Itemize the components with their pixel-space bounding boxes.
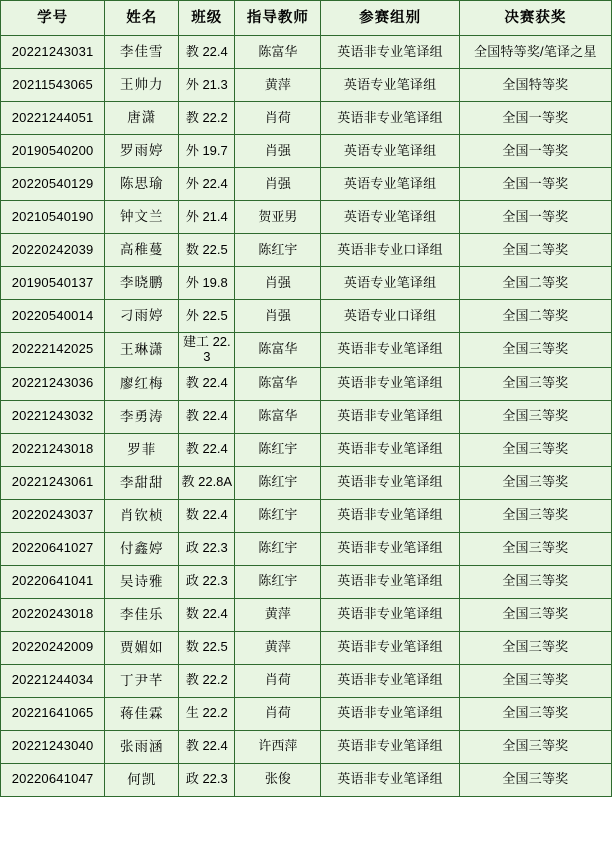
cell-category: 英语非专业笔译组 (321, 400, 459, 433)
cell-class: 数 22.4 (179, 499, 235, 532)
cell-advisor: 肖强 (235, 267, 321, 300)
cell-advisor: 黄萍 (235, 631, 321, 664)
cell-name: 丁尹芊 (105, 664, 179, 697)
cell-name: 蒋佳霖 (105, 697, 179, 730)
cell-student-id: 20211543065 (1, 69, 105, 102)
cell-class: 教 22.8A (179, 466, 235, 499)
cell-award: 全国三等奖 (459, 565, 611, 598)
cell-student-id: 20220242009 (1, 631, 105, 664)
cell-advisor: 肖荷 (235, 697, 321, 730)
cell-category: 英语专业口译组 (321, 300, 459, 333)
cell-advisor: 陈红宇 (235, 532, 321, 565)
cell-category: 英语非专业笔译组 (321, 565, 459, 598)
cell-name: 钟文兰 (105, 201, 179, 234)
cell-award: 全国三等奖 (459, 433, 611, 466)
cell-award: 全国二等奖 (459, 267, 611, 300)
cell-name: 罗雨婷 (105, 135, 179, 168)
table-row (1, 36, 612, 69)
cell-advisor: 肖强 (235, 300, 321, 333)
cell-name: 李佳乐 (105, 598, 179, 631)
cell-award: 全国一等奖 (459, 102, 611, 135)
cell-class: 生 22.2 (179, 697, 235, 730)
cell-category: 英语非专业笔译组 (321, 102, 459, 135)
table-row (1, 367, 612, 400)
cell-class: 数 22.5 (179, 234, 235, 267)
cell-award: 全国一等奖 (459, 201, 611, 234)
cell-name: 李晓鹏 (105, 267, 179, 300)
cell-name: 王琳潇 (105, 333, 179, 368)
cell-student-id: 20221243018 (1, 433, 105, 466)
cell-class: 教 22.4 (179, 433, 235, 466)
cell-award: 全国三等奖 (459, 499, 611, 532)
cell-award: 全国特等奖 (459, 69, 611, 102)
table-row (1, 598, 612, 631)
cell-class: 建工 22.3 (179, 333, 235, 368)
cell-award: 全国三等奖 (459, 466, 611, 499)
cell-name: 廖红梅 (105, 367, 179, 400)
cell-advisor: 陈富华 (235, 400, 321, 433)
cell-advisor: 肖强 (235, 135, 321, 168)
cell-category: 英语非专业笔译组 (321, 532, 459, 565)
cell-category: 英语非专业笔译组 (321, 36, 459, 69)
cell-name: 王帅力 (105, 69, 179, 102)
table-row (1, 168, 612, 201)
cell-advisor: 陈红宇 (235, 499, 321, 532)
table-row (1, 400, 612, 433)
column-header-category: 参赛组别 (321, 1, 459, 36)
cell-award: 全国三等奖 (459, 763, 611, 796)
cell-award: 全国三等奖 (459, 697, 611, 730)
cell-class: 教 22.4 (179, 400, 235, 433)
cell-category: 英语非专业笔译组 (321, 730, 459, 763)
column-header-class: 班级 (179, 1, 235, 36)
column-header-award: 决赛获奖 (459, 1, 611, 36)
table-row (1, 730, 612, 763)
table-header (1, 1, 612, 36)
table-row (1, 565, 612, 598)
cell-class: 政 22.3 (179, 532, 235, 565)
table-row (1, 499, 612, 532)
table-body (1, 36, 612, 797)
cell-award: 全国一等奖 (459, 168, 611, 201)
cell-class: 外 19.7 (179, 135, 235, 168)
table-row (1, 69, 612, 102)
cell-student-id: 20210540190 (1, 201, 105, 234)
column-header-name: 姓名 (105, 1, 179, 36)
cell-name: 张雨涵 (105, 730, 179, 763)
cell-student-id: 20222142025 (1, 333, 105, 368)
table-row (1, 664, 612, 697)
cell-advisor: 肖荷 (235, 664, 321, 697)
cell-class: 外 21.3 (179, 69, 235, 102)
cell-category: 英语非专业笔译组 (321, 433, 459, 466)
cell-award: 全国三等奖 (459, 333, 611, 368)
table-row (1, 433, 612, 466)
cell-category: 英语非专业笔译组 (321, 466, 459, 499)
cell-category: 英语专业笔译组 (321, 267, 459, 300)
cell-student-id: 20220540129 (1, 168, 105, 201)
cell-name: 陈思瑜 (105, 168, 179, 201)
table-row (1, 234, 612, 267)
table-row (1, 763, 612, 796)
table-row (1, 532, 612, 565)
cell-name: 何凯 (105, 763, 179, 796)
cell-advisor: 肖强 (235, 168, 321, 201)
cell-category: 英语专业笔译组 (321, 135, 459, 168)
table-row (1, 697, 612, 730)
cell-class: 教 22.2 (179, 664, 235, 697)
cell-student-id: 20221243036 (1, 367, 105, 400)
cell-student-id: 20221244051 (1, 102, 105, 135)
cell-award: 全国三等奖 (459, 631, 611, 664)
cell-name: 吴诗雅 (105, 565, 179, 598)
cell-award: 全国三等奖 (459, 532, 611, 565)
cell-name: 李佳雪 (105, 36, 179, 69)
cell-student-id: 20220243018 (1, 598, 105, 631)
cell-name: 唐潇 (105, 102, 179, 135)
cell-category: 英语非专业笔译组 (321, 499, 459, 532)
cell-student-id: 20220641047 (1, 763, 105, 796)
cell-class: 政 22.3 (179, 763, 235, 796)
cell-category: 英语非专业笔译组 (321, 697, 459, 730)
cell-student-id: 20220243037 (1, 499, 105, 532)
cell-advisor: 陈富华 (235, 36, 321, 69)
column-header-student-id: 学号 (1, 1, 105, 36)
cell-student-id: 20221243040 (1, 730, 105, 763)
cell-award: 全国三等奖 (459, 367, 611, 400)
cell-award: 全国一等奖 (459, 135, 611, 168)
cell-student-id: 20220242039 (1, 234, 105, 267)
cell-class: 教 22.2 (179, 102, 235, 135)
cell-student-id: 20220641027 (1, 532, 105, 565)
column-header-advisor: 指导教师 (235, 1, 321, 36)
cell-student-id: 20220641041 (1, 565, 105, 598)
cell-student-id: 20220540014 (1, 300, 105, 333)
cell-name: 贾媚如 (105, 631, 179, 664)
cell-name: 肖钦桢 (105, 499, 179, 532)
cell-category: 英语非专业笔译组 (321, 333, 459, 368)
cell-class: 外 21.4 (179, 201, 235, 234)
cell-advisor: 贺亚男 (235, 201, 321, 234)
cell-category: 英语非专业笔译组 (321, 598, 459, 631)
cell-class: 外 22.4 (179, 168, 235, 201)
cell-student-id: 20221641065 (1, 697, 105, 730)
cell-student-id: 20190540137 (1, 267, 105, 300)
table-row (1, 466, 612, 499)
cell-advisor: 张俊 (235, 763, 321, 796)
cell-student-id: 20190540200 (1, 135, 105, 168)
cell-advisor: 黄萍 (235, 598, 321, 631)
cell-award: 全国三等奖 (459, 598, 611, 631)
cell-advisor: 陈红宇 (235, 433, 321, 466)
cell-name: 李甜甜 (105, 466, 179, 499)
cell-class: 教 22.4 (179, 36, 235, 69)
cell-category: 英语非专业笔译组 (321, 367, 459, 400)
cell-student-id: 20221243031 (1, 36, 105, 69)
cell-name: 罗菲 (105, 433, 179, 466)
cell-award: 全国二等奖 (459, 234, 611, 267)
cell-advisor: 肖荷 (235, 102, 321, 135)
cell-advisor: 陈富华 (235, 367, 321, 400)
cell-student-id: 20221243032 (1, 400, 105, 433)
cell-advisor: 陈红宇 (235, 466, 321, 499)
table-row (1, 135, 612, 168)
cell-class: 外 22.5 (179, 300, 235, 333)
table-row (1, 267, 612, 300)
cell-advisor: 许西萍 (235, 730, 321, 763)
table-row (1, 300, 612, 333)
cell-category: 英语非专业笔译组 (321, 763, 459, 796)
cell-award: 全国特等奖/笔译之星 (459, 36, 611, 69)
cell-category: 英语专业笔译组 (321, 201, 459, 234)
cell-class: 数 22.5 (179, 631, 235, 664)
cell-category: 英语非专业笔译组 (321, 664, 459, 697)
table-row (1, 201, 612, 234)
cell-category: 英语专业笔译组 (321, 168, 459, 201)
cell-category: 英语非专业笔译组 (321, 631, 459, 664)
cell-award: 全国二等奖 (459, 300, 611, 333)
cell-award: 全国三等奖 (459, 664, 611, 697)
cell-category: 英语非专业口译组 (321, 234, 459, 267)
cell-student-id: 20221243061 (1, 466, 105, 499)
cell-class: 教 22.4 (179, 367, 235, 400)
cell-class: 数 22.4 (179, 598, 235, 631)
cell-advisor: 陈红宇 (235, 565, 321, 598)
table-row (1, 333, 612, 368)
cell-student-id: 20221244034 (1, 664, 105, 697)
cell-advisor: 黄萍 (235, 69, 321, 102)
cell-name: 高稚蔓 (105, 234, 179, 267)
cell-name: 刁雨婷 (105, 300, 179, 333)
table-row (1, 631, 612, 664)
cell-name: 付鑫婷 (105, 532, 179, 565)
table-row (1, 102, 612, 135)
cell-advisor: 陈富华 (235, 333, 321, 368)
cell-class: 外 19.8 (179, 267, 235, 300)
cell-class: 教 22.4 (179, 730, 235, 763)
cell-category: 英语专业笔译组 (321, 69, 459, 102)
cell-advisor: 陈红宇 (235, 234, 321, 267)
cell-award: 全国三等奖 (459, 400, 611, 433)
cell-award: 全国三等奖 (459, 730, 611, 763)
cell-class: 政 22.3 (179, 565, 235, 598)
cell-name: 李勇涛 (105, 400, 179, 433)
table-header-row (1, 1, 612, 36)
